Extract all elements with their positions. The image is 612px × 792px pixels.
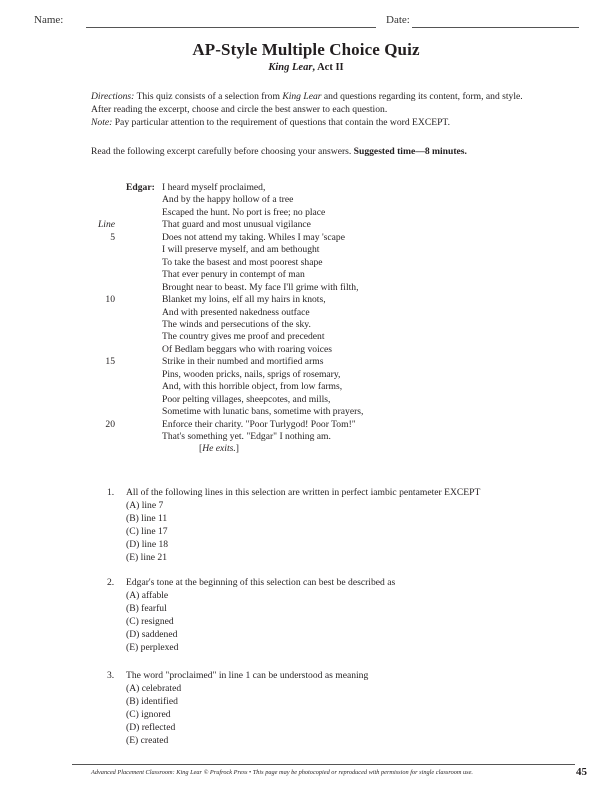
directions	[91, 90, 531, 129]
verse-text: Enforce their charity. "Poor Turlygod! Poor Tom!"	[162, 418, 356, 430]
stage-bracket-open: [	[199, 443, 203, 455]
excerpt-line	[0, 194, 612, 206]
answer-option[interactable]: (A) celebrated	[126, 683, 182, 694]
directions-text-2: and questions regarding its content, form, and style. After reading the excerpt, choose and circle the best answer to each question.	[91, 91, 523, 115]
subtitle-act: , Act II	[312, 62, 344, 73]
footer-publisher: © Prufrock Press	[202, 769, 248, 776]
answer-option[interactable]: (A) line 7	[126, 500, 164, 511]
verse-text: Escaped the hunt. No port is free; no place	[162, 206, 326, 218]
question-number: 1.	[107, 487, 115, 498]
question-text: Edgar's tone at the beginning of this selection can best be described as	[126, 577, 396, 588]
speaker-label: Edgar:	[126, 182, 155, 193]
footer-text	[91, 769, 561, 776]
page-number: 45	[576, 766, 587, 778]
excerpt-line	[0, 356, 612, 368]
question-3	[107, 669, 547, 747]
line-number: 20	[105, 418, 115, 430]
verse-text: And with presented nakedness outface	[162, 306, 310, 318]
note-text: Pay particular attention to the requirement of questions that contain the word EXCEPT.	[112, 117, 450, 128]
question-stem	[107, 669, 547, 682]
verse-text: Sometime with lunatic bans, sometime with prayers,	[162, 406, 364, 418]
excerpt-line	[0, 369, 612, 381]
directions-label: Directions:	[91, 91, 135, 102]
footer-permission: This page may be photocopied or reproduced with permission for single classroom use.	[252, 769, 473, 776]
excerpt-line	[0, 381, 612, 393]
excerpt-line	[0, 269, 612, 281]
answer-option[interactable]: (D) reflected	[126, 722, 176, 733]
verse-text: To take the basest and most poorest shape	[162, 256, 323, 268]
verse-text: I heard myself proclaimed,	[162, 182, 266, 193]
excerpt-line	[0, 219, 612, 231]
excerpt-line	[0, 307, 612, 319]
answer-option[interactable]: (B) fearful	[126, 603, 167, 614]
question-number: 2.	[107, 577, 115, 588]
verse-text: Pins, wooden pricks, nails, sprigs of rosemary,	[162, 368, 341, 380]
line-word-label: Line	[97, 219, 115, 231]
question-2	[107, 576, 547, 654]
note-label: Note:	[91, 117, 113, 128]
name-label: Name:	[34, 14, 64, 26]
stage-text: He exits.	[202, 443, 236, 455]
excerpt-line	[0, 344, 612, 356]
page-title: AP-Style Multiple Choice Quiz	[192, 40, 420, 59]
answer-option[interactable]: (D) saddened	[126, 629, 178, 640]
verse-text: Poor pelting villages, sheepcotes, and mills,	[162, 393, 331, 405]
excerpt-line	[0, 294, 612, 306]
line-number: 10	[105, 294, 115, 306]
stage-direction	[199, 443, 239, 455]
answer-option[interactable]: (E) line 21	[126, 552, 168, 563]
excerpt-line	[0, 257, 612, 269]
verse-text: The country gives me proof and precedent	[162, 331, 325, 343]
question-stem	[107, 576, 547, 589]
answer-option[interactable]: (E) perplexed	[126, 642, 179, 653]
excerpt-line	[0, 419, 612, 431]
excerpt-line	[0, 319, 612, 331]
footer-rule	[72, 764, 575, 765]
read-instruction	[91, 146, 531, 157]
footer-bullet: •	[247, 769, 253, 776]
question-1	[107, 486, 547, 564]
verse-text: That guard and most unusual vigilance	[162, 219, 311, 231]
verse-text: The winds and persecutions of the sky.	[162, 318, 311, 330]
date-field[interactable]	[412, 27, 579, 28]
verse-text: Brought near to beast. My face I'll grime with filth,	[162, 281, 359, 293]
directions-text-1: This quiz consists of a selection from	[134, 91, 283, 102]
verse-text: That ever penury in contempt of man	[162, 269, 305, 281]
question-stem	[107, 486, 547, 499]
verse-text: Strike in their numbed and mortified arms	[162, 356, 324, 368]
read-instruction-text: Read the following excerpt carefully before choosing your answers.	[91, 146, 354, 157]
excerpt-line	[0, 282, 612, 294]
answer-option[interactable]: (C) resigned	[126, 616, 174, 627]
answer-option[interactable]: (D) line 18	[126, 539, 169, 550]
answer-option[interactable]: (C) line 17	[126, 526, 168, 537]
excerpt-line	[0, 207, 612, 219]
excerpt-line	[0, 232, 612, 244]
excerpt-line	[0, 182, 612, 194]
excerpt-line	[0, 331, 612, 343]
excerpt-line	[0, 244, 612, 256]
verse-text: I will preserve myself, and am bethought	[162, 244, 320, 256]
question-text: All of the following lines in this selection are written in perfect iambic pentameter EXCEPT	[126, 487, 481, 498]
question-number: 3.	[107, 670, 115, 681]
directions-play: King Lear	[282, 91, 322, 102]
verse-text: Does not attend my taking. Whiles I may 'scape	[162, 231, 345, 243]
verse-text: And by the happy hollow of a tree	[162, 194, 294, 206]
verse-text: And, with this horrible object, from low farms,	[162, 381, 343, 393]
page-subtitle	[0, 62, 612, 73]
question-text: The word "proclaimed" in line 1 can be understood as meaning	[126, 670, 369, 681]
line-number: 15	[105, 356, 115, 368]
line-number: 5	[110, 231, 115, 243]
verse-text: That's something yet. "Edgar" I nothing am.	[162, 431, 331, 442]
answer-option[interactable]: (B) identified	[126, 696, 178, 707]
answer-option[interactable]: (E) created	[126, 735, 169, 746]
stage-bracket-close: ]	[235, 443, 239, 455]
footer-series: Advanced Placement Classroom: King Lear	[91, 769, 202, 776]
answer-option[interactable]: (A) affable	[126, 590, 169, 601]
suggested-time: Suggested time—8 minutes.	[353, 146, 467, 157]
name-date-row	[34, 14, 579, 30]
name-field[interactable]	[86, 27, 376, 28]
excerpt-line	[0, 431, 612, 443]
subtitle-play: King Lear	[268, 62, 313, 73]
answer-option[interactable]: (B) line 11	[126, 513, 168, 524]
answer-option[interactable]: (C) ignored	[126, 709, 171, 720]
excerpt-line	[0, 406, 612, 418]
verse-text: Of Bedlam beggars who with roaring voices	[162, 343, 332, 355]
verse-text: Blanket my loins, elf all my hairs in knots,	[162, 294, 326, 306]
date-label: Date:	[386, 14, 410, 26]
excerpt-line	[0, 394, 612, 406]
